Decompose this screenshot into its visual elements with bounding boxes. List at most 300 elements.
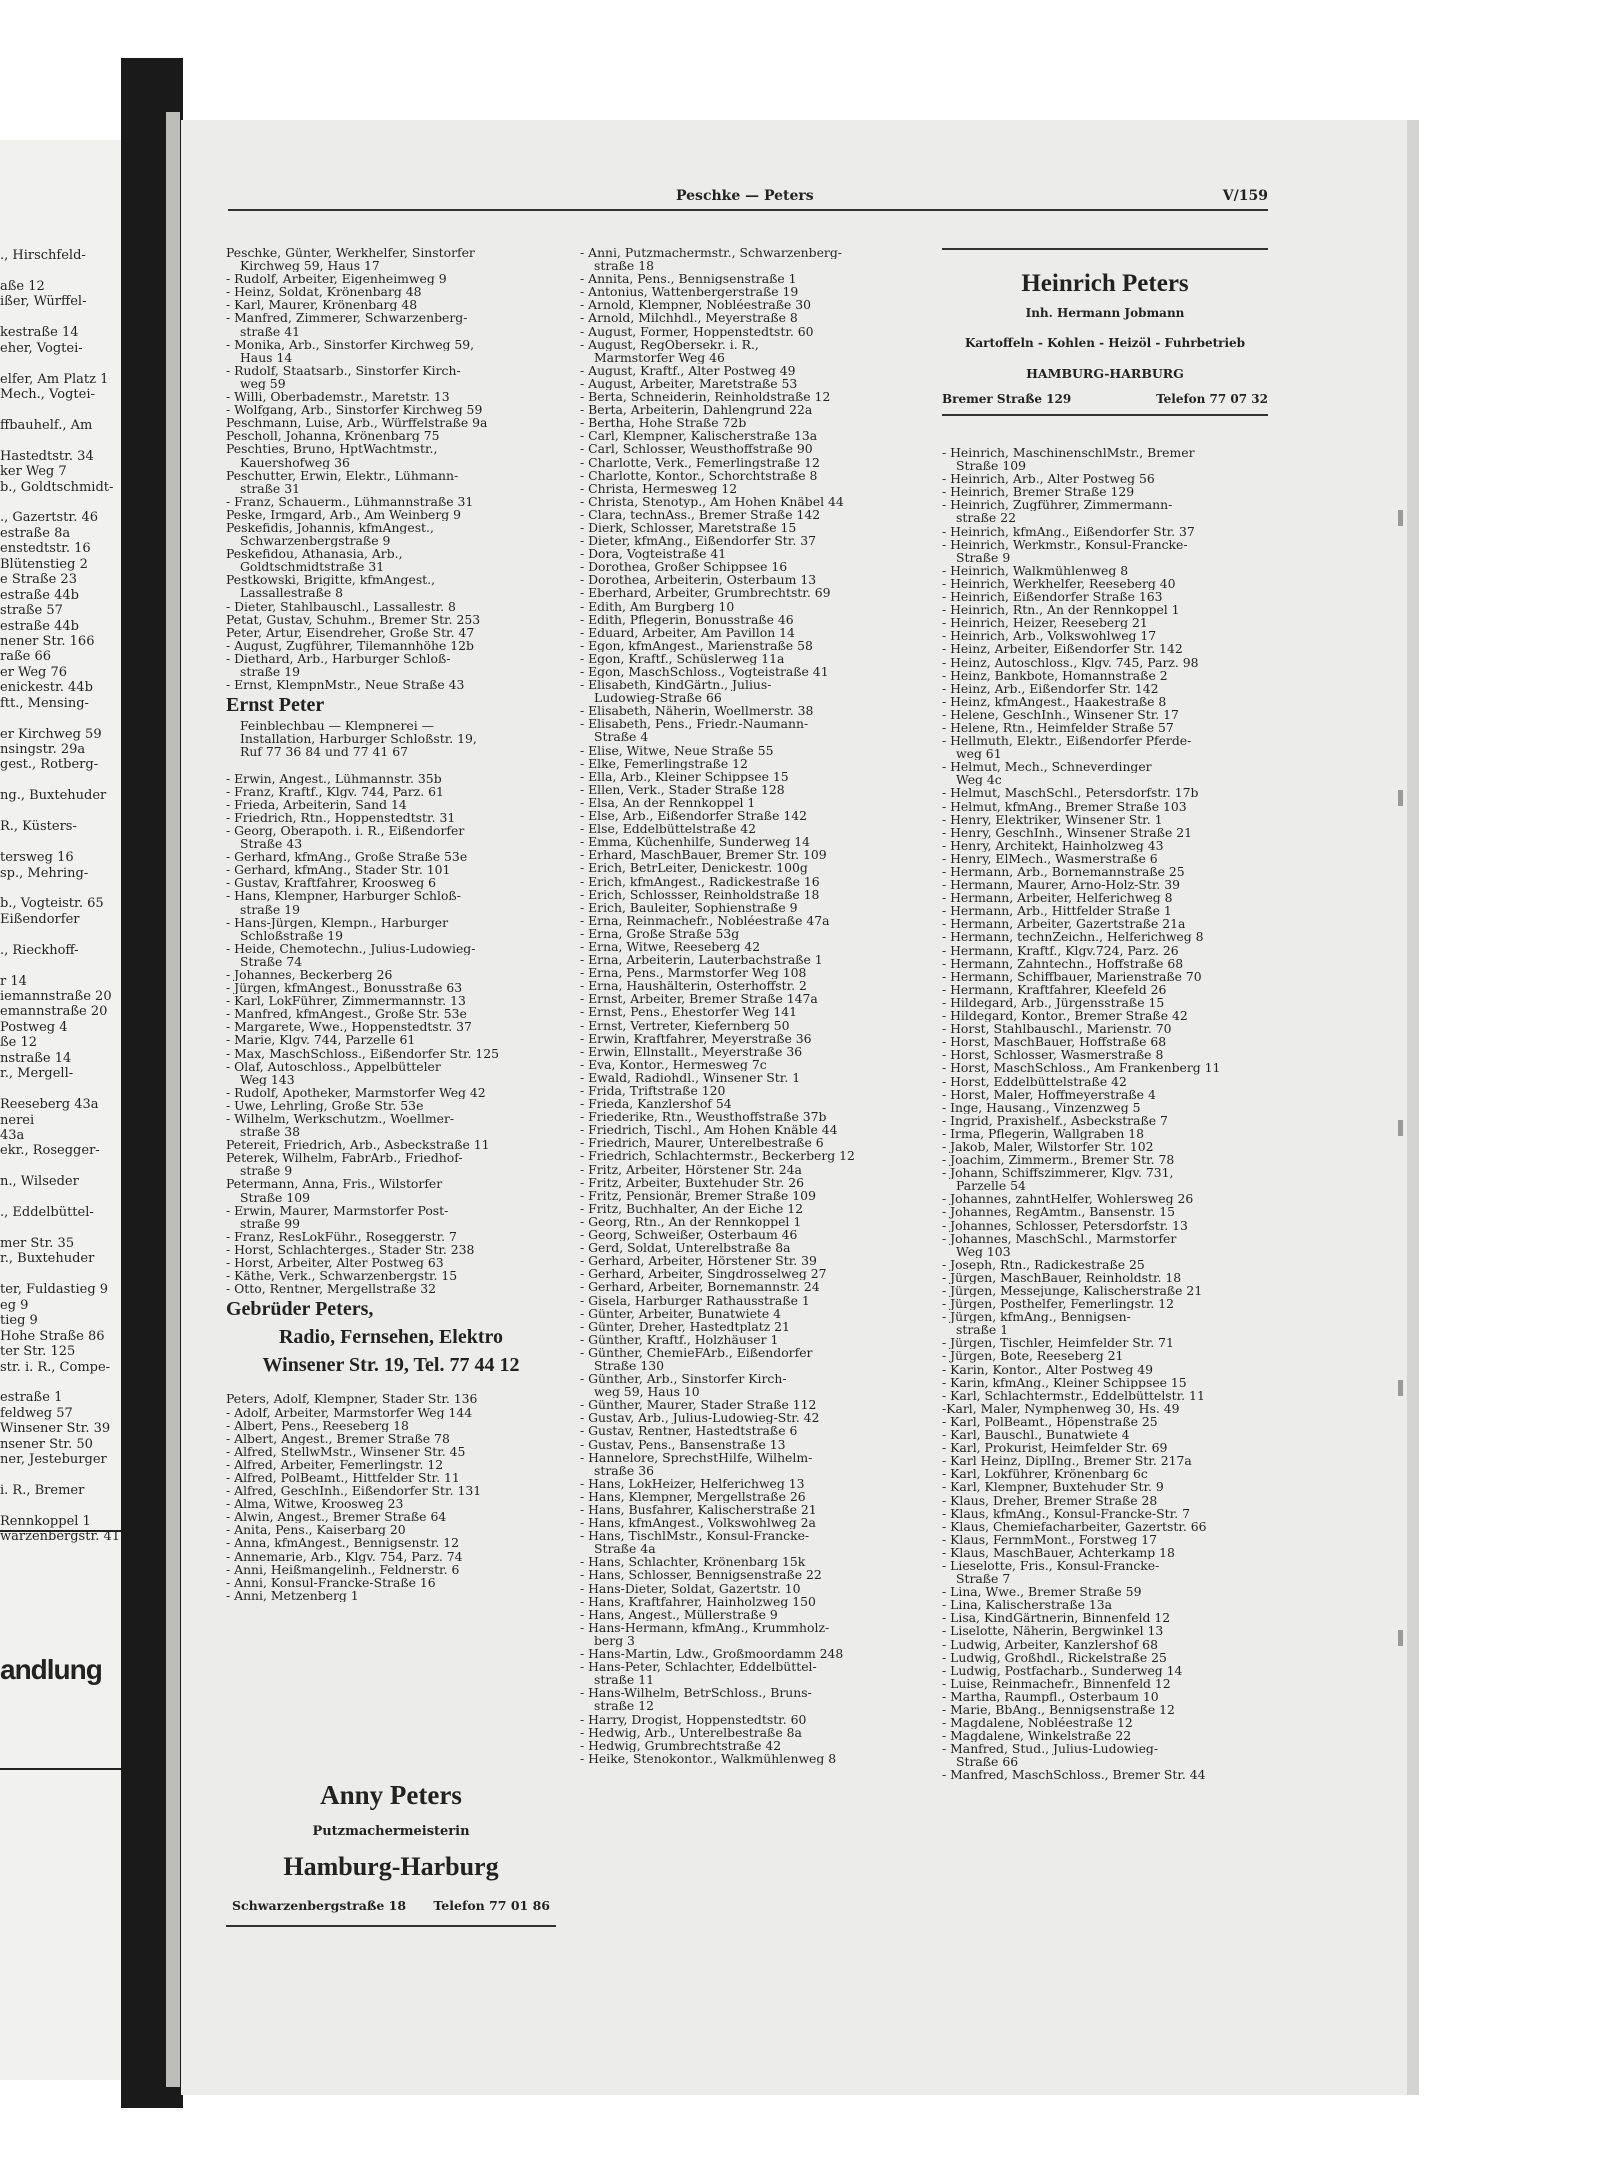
directory-entry: - Adolf, Arbeiter, Marmstorfer Weg 144 [226, 1405, 473, 1419]
previous-page-line: straße 57 [0, 603, 63, 619]
directory-entry: - Irma, Pflegerin, Wallgraben 18 [942, 1126, 1145, 1140]
directory-entry: - Henry, ElMech., Wasmerstraße 6 [942, 851, 1158, 865]
directory-entry: - Egon, MaschSchloss., Vogteistraße 41 [580, 665, 829, 679]
directory-entry: - Hermann, Kraftfahrer, Kleefeld 26 [942, 982, 1167, 996]
previous-page-line: eg 9 [0, 1297, 29, 1313]
ad-anny-rule [226, 1925, 556, 1927]
directory-entry: - Karl, Klempner, Buxtehuder Str. 9 [942, 1480, 1164, 1494]
directory-entry: - Erich, kfmAngest., Radickestraße 16 [580, 874, 820, 888]
directory-entry: Weg 143 [240, 1072, 295, 1086]
directory-entry: - Ernst, Vertreter, Kiefernberg 50 [580, 1018, 790, 1032]
previous-page-line: enickestr. 44b [0, 680, 93, 696]
directory-entry: - Heike, Stenokontor., Walkmühlenweg 8 [580, 1751, 837, 1765]
directory-entry: - Carl, Klempner, Kalischerstraße 13a [580, 429, 818, 443]
directory-entry: - Hannelore, SprechstHilfe, Wilhelm- [580, 1450, 813, 1464]
directory-entry: - Hermann, technZeichn., Helferichweg 8 [942, 930, 1204, 944]
directory-entry: - Heinz, kfmAngest., Haakestraße 8 [942, 694, 1167, 708]
directory-entry: - Dorothea, Großer Schippsee 16 [580, 560, 788, 574]
previous-page-line: ., Rieckhoff- [0, 942, 79, 958]
directory-entry: Peschutter, Erwin, Elektr., Lühmann- [226, 468, 459, 482]
book-gutter-edge [166, 112, 180, 2087]
directory-entry: - Manfred, MaschSchloss., Bremer Str. 44 [942, 1768, 1206, 1782]
directory-entry: - Frieda, Arbeiterin, Sand 14 [226, 797, 407, 811]
directory-entry: - Hans, TischlMstr., Konsul-Francke- [580, 1529, 810, 1543]
directory-entry: Peskefidis, Johannis, kfmAngest., [226, 520, 434, 535]
directory-entry: - Hermann, Arb., Bornemannstraße 25 [942, 865, 1185, 879]
directory-entry: - Frieda, Kanzlershof 54 [580, 1097, 732, 1111]
ad-peters-owner: Inh. Hermann Jobmann [1025, 306, 1185, 320]
directory-entry: - Anita, Pens., Kaiserbarg 20 [226, 1523, 406, 1537]
previous-page-line: enstedtstr. 16 [0, 541, 91, 557]
directory-entry: - Henry, Elektriker, Winsener Str. 1 [942, 812, 1163, 826]
directory-entry: Petermann, Anna, Fris., Wilstorfer [226, 1177, 443, 1191]
directory-entry: Straße 4a [594, 1542, 656, 1556]
ad-anny-phone: Telefon 77 01 86 [433, 1898, 550, 1913]
directory-entry: - Berta, Schneiderin, Reinholdstraße 12 [580, 390, 831, 404]
directory-entry: - Gerd, Soldat, Unterelbstraße 8a [580, 1241, 791, 1255]
directory-entry: - Elsa, An der Rennkoppel 1 [580, 795, 756, 810]
directory-entry: - Hermann, Maurer, Arno-Holz-Str. 39 [942, 878, 1181, 892]
directory-entry: - Georg, Schweißer, Osterbaum 46 [580, 1228, 798, 1242]
directory-entry: - Manfred, Stud., Julius-Ludowieg- [942, 1742, 1159, 1756]
directory-entry: - Heinrich, Werkmstr., Konsul-Francke- [942, 537, 1188, 551]
previous-page-line: ., Hirschfeld- [0, 248, 86, 263]
directory-entry: - Rudolf, Arbeiter, Eigenheimweg 9 [226, 272, 447, 286]
directory-entry: - Heinrich, kfmAng., Eißendorfer Str. 37 [942, 524, 1195, 538]
directory-entry: - Alfred, PolBeamt., Hittfelder Str. 11 [226, 1470, 460, 1485]
ad-peters-phone: Telefon 77 07 32 [1156, 392, 1268, 406]
directory-entry: - Franz, ResLokFühr., Roseggerstr. 7 [226, 1229, 457, 1243]
directory-entry: straße 41 [240, 324, 300, 338]
directory-entry: - Else, Eddelbüttelstraße 42 [580, 822, 757, 836]
directory-entry: - Erwin, Ellnstallt., Meyerstraße 36 [580, 1044, 803, 1058]
directory-entry: straße 12 [594, 1699, 654, 1713]
directory-entry: - Hans, LokHeizer, Helferichweg 13 [580, 1476, 805, 1490]
directory-entry: - Heinrich, Rtn., An der Rennkoppel 1 [942, 603, 1180, 617]
directory-entry: - Helene, GeschInh., Winsener Str. 17 [942, 707, 1179, 721]
directory-entry: - Manfred, Zimmerer, Schwarzenberg- [226, 311, 468, 325]
directory-entry: straße 11 [594, 1673, 654, 1687]
directory-entry: Peskefidou, Athanasia, Arb., [226, 547, 403, 561]
directory-entry: - Lisa, KindGärtnerin, Binnenfeld 12 [942, 1611, 1171, 1625]
directory-entry: - Hans, Kraftfahrer, Hainholzweg 150 [580, 1594, 816, 1608]
previous-page-line: estraße 44b [0, 618, 79, 634]
previous-page-line: ekr., Rosegger- [0, 1143, 100, 1159]
directory-entry: - Anna, kfmAngest., Bennigsenstr. 12 [226, 1536, 459, 1550]
previous-page-line: 43a [0, 1127, 25, 1143]
directory-entry: - Horst, Schlosser, Wasmerstraße 8 [942, 1048, 1164, 1062]
directory-entry: - Heinrich, Zugführer, Zimmermann- [942, 498, 1173, 512]
directory-entry: - Else, Arb., Eißendorfer Straße 142 [580, 809, 807, 823]
directory-entry: - Annemarie, Arb., Klgv. 754, Parz. 74 [226, 1549, 463, 1563]
directory-entry: - Anni, Konsul-Francke-Straße 16 [226, 1575, 436, 1589]
previous-page-line: feldweg 57 [0, 1405, 73, 1421]
directory-entry: - Hans-Jürgen, Klempn., Harburger [226, 915, 449, 929]
directory-entry: - Hans-Martin, Ldw., Großmoordamm 248 [580, 1647, 844, 1661]
directory-entry: straße 19 [240, 665, 300, 679]
previous-page-line: Postweg 4 [0, 1019, 68, 1035]
previous-page-line: Hohe Straße 86 [0, 1328, 105, 1344]
directory-entry: - Liselotte, Näherin, Bergwinkel 13 [942, 1624, 1164, 1638]
directory-entry: - Elke, Femerlingstraße 12 [580, 756, 748, 770]
directory-entry: Goldtschmidtstraße 31 [240, 560, 385, 574]
directory-entry: - Hans-Peter, Schlachter, Eddelbüttel- [580, 1660, 817, 1674]
directory-entry: Straße 109 [240, 1190, 310, 1204]
directory-entry: - Franz, Kraftf., Klgv. 744, Parz. 61 [226, 784, 444, 798]
ad-anny-address: Schwarzenbergstraße 18 [232, 1898, 407, 1913]
previous-page-line: tieg 9 [0, 1313, 38, 1329]
directory-entry: - Fritz, Arbeiter, Hörstener Str. 24a [580, 1162, 802, 1176]
directory-entry: - Jürgen, Posthelfer, Femerlingstr. 12 [942, 1297, 1175, 1311]
previous-page-line: er Weg 76 [0, 664, 68, 680]
directory-entry: - Karl, Prokurist, Heimfelder Str. 69 [942, 1441, 1168, 1455]
directory-entry: Marmstorfer Weg 46 [594, 350, 725, 364]
directory-entry: Schloßstraße 19 [240, 928, 344, 942]
directory-entry: - Ellen, Verk., Stader Straße 128 [580, 782, 785, 796]
previous-page-line: ftt., Mensing- [0, 695, 89, 711]
directory-entry: - August, RegObersekr. i. R., [580, 337, 759, 351]
directory-entry: - Helmut, kfmAng., Bremer Straße 103 [942, 799, 1187, 813]
previous-page-line: n., Wilseder [0, 1174, 79, 1190]
directory-entry: - Dieter, kfmAng., Eißendorfer Str. 37 [580, 534, 816, 548]
directory-entry: - Elisabeth, KindGärtn., Julius- [580, 678, 772, 692]
directory-entry: Kirchweg 59, Haus 17 [240, 259, 380, 273]
directory-entry: weg 59 [240, 376, 286, 391]
ad-peters-top-rule [942, 248, 1268, 250]
directory-entry: - Heinrich, Heizer, Reeseberg 21 [942, 616, 1148, 630]
directory-entry: Straße 109 [956, 459, 1026, 473]
previous-page-line: Reeseberg 43a [0, 1097, 99, 1113]
previous-page-line: gest., Rotberg- [0, 757, 99, 773]
previous-page-line: b., Vogteistr. 65 [0, 896, 104, 912]
page-edge-marks [1396, 400, 1406, 1900]
previous-page-line: ng., Buxtehuder [0, 788, 107, 804]
directory-entry: - Günter, Dreher, Hastedtplatz 21 [580, 1319, 790, 1333]
directory-entry: - Christa, Stenotyp., Am Hohen Knäbel 44 [580, 494, 844, 508]
directory-entry: - Horst, MaschSchloss., Am Frankenberg 11 [942, 1061, 1221, 1075]
directory-entry: - Karl, Bauschl., Bunatwiete 4 [942, 1428, 1130, 1442]
directory-entry: Straße 66 [956, 1755, 1019, 1769]
directory-entry: - Henry, GeschInh., Winsener Straße 21 [942, 825, 1192, 839]
previous-page-line: kestraße 14 [0, 325, 79, 341]
directory-entry: - Hedwig, Arb., Unterelbestraße 8a [580, 1725, 802, 1739]
directory-entry: - Käthe, Verk., Schwarzenbergstr. 15 [226, 1269, 458, 1283]
directory-entry: - Eberhard, Arbeiter, Grumbrechtstr. 69 [580, 586, 831, 600]
previous-page-line: warzenbergstr. 41 [0, 1529, 121, 1545]
directory-entry: - Gerhard, Arbeiter, Singdrosselweg 27 [580, 1267, 827, 1281]
directory-entry: - Klaus, Chemiefacharbeiter, Gazertstr. 66 [942, 1519, 1207, 1533]
directory-entry: - Erwin, Maurer, Marmstorfer Post- [226, 1203, 449, 1217]
directory-entry: - Erwin, Angest., Lühmannstr. 35b [226, 771, 442, 785]
directory-entry: - Klaus, MaschBauer, Achterkamp 18 [942, 1545, 1175, 1559]
directory-entry: - Helmut, Mech., Schneverdinger [942, 760, 1152, 774]
directory-entry: - Hildegard, Kontor., Bremer Straße 42 [942, 1009, 1188, 1023]
previous-page-line: estraße 1 [0, 1390, 63, 1406]
directory-entry: - Gerhard, Arbeiter, Hörstener Str. 39 [580, 1254, 817, 1268]
directory-entry: - Johannes, Beckerberg 26 [226, 967, 393, 982]
directory-entry: - Gerhard, kfmAng., Stader Str. 101 [226, 863, 451, 877]
directory-entry: - Monika, Arb., Sinstorfer Kirchweg 59, [226, 337, 475, 351]
column-2 [580, 246, 920, 1765]
previous-page-line: nsener Str. 50 [0, 1436, 93, 1452]
previous-page-line: R., Küsters- [0, 819, 77, 835]
previous-page-line: elfer, Am Platz 1 [0, 371, 109, 387]
directory-entry: - Alfred, Arbeiter, Femerlingstr. 12 [226, 1457, 444, 1471]
directory-entry: - Erna, Haushälterin, Osterhoffstr. 2 [580, 979, 807, 993]
directory-entry: - Harry, Drogist, Hoppenstedtstr. 60 [580, 1712, 807, 1726]
directory-entry: - Hermann, Kraftf., Klgv.724, Parz. 26 [942, 943, 1179, 957]
directory-entry: - Ernst, Arbeiter, Bremer Straße 147a [580, 992, 818, 1006]
directory-entry: - Christa, Hermesweg 12 [580, 481, 738, 495]
directory-entry: Peschmann, Luise, Arb., Würffelstraße 9a [226, 416, 488, 430]
directory-entry: - Hans-Dieter, Soldat, Gazertstr. 10 [580, 1581, 801, 1595]
directory-entry: - Hans-Wilhelm, BetrSchloss., Bruns- [580, 1686, 812, 1700]
ad-peters-address: Bremer Straße 129 [942, 392, 1072, 406]
directory-entry: Straße 130 [594, 1358, 664, 1373]
directory-entry: - Manfred, kfmAngest., Große Str. 53e [226, 1007, 467, 1021]
directory-entry: - Gerhard, kfmAng., Große Straße 53e [226, 850, 468, 864]
directory-entry: - Gustav, Pens., Bansenstraße 13 [580, 1437, 786, 1451]
directory-entry: - Anni, Putzmachermstr., Schwarzenberg- [580, 246, 842, 260]
directory-entry: Weg 103 [956, 1244, 1011, 1258]
directory-entry: - Karl, Schlachtermstr., Eddelbüttelstr. 11 [942, 1388, 1205, 1402]
directory-entry: - Eva, Kontor., Hermesweg 7c [580, 1057, 767, 1071]
directory-entry: - Erna, Reinmachefr., Nobléestraße 47a [580, 913, 830, 927]
previous-page-line: r., Mergell- [0, 1066, 74, 1082]
section-heading: Ernst Peter [226, 694, 325, 717]
directory-entry: - Johannes, MaschSchl., Marmstorfer [942, 1231, 1177, 1245]
directory-entry: - Horst, Arbeiter, Alter Postweg 63 [226, 1256, 444, 1270]
directory-entry: - Hans, Angest., Müllerstraße 9 [580, 1607, 778, 1621]
directory-entry: - Jakob, Maler, Wilstorfer Str. 102 [942, 1139, 1154, 1154]
directory-entry: - Erwin, Kraftfahrer, Meyerstraße 36 [580, 1031, 812, 1045]
directory-entry: - Heinrich, Werkhelfer, Reeseberg 40 [942, 576, 1176, 591]
previous-page-line: r 14 [0, 973, 27, 989]
previous-page-line: r., Buxtehuder [0, 1251, 95, 1267]
directory-entry: Peske, Irmgard, Arb., Am Weinberg 9 [226, 507, 462, 521]
column-3 [942, 446, 1272, 1782]
directory-entry: straße 1 [956, 1323, 1009, 1337]
directory-entry: - Elise, Witwe, Neue Straße 55 [580, 743, 774, 757]
ad-anny-peters [226, 1770, 556, 1935]
previous-page-line: str. i. R., Compe- [0, 1359, 111, 1375]
previous-page-line: e Straße 23 [0, 572, 77, 588]
directory-entry: - Dora, Vogteistraße 41 [580, 547, 727, 561]
directory-entry: - Gustav, Arb., Julius-Ludowieg-Str. 42 [580, 1411, 820, 1425]
directory-entry: - Dierk, Schlosser, Maretstraße 15 [580, 520, 797, 535]
previous-page-line: nstraße 14 [0, 1050, 72, 1066]
directory-entry: - Lina, Wwe., Bremer Straße 59 [942, 1585, 1142, 1599]
directory-entry: - Gustav, Rentner, Hastedtstraße 6 [580, 1424, 798, 1438]
directory-entry: - Johann, Schiffszimmerer, Klgv. 731, [942, 1166, 1174, 1180]
directory-entry: - Erna, Witwe, Reeseberg 42 [580, 939, 761, 954]
directory-entry: Straße 74 [240, 954, 303, 968]
directory-entry: - Johannes, Schlosser, Petersdorfstr. 13 [942, 1218, 1188, 1232]
directory-entry: straße 36 [594, 1463, 654, 1477]
directory-entry: - Jürgen, Bote, Reeseberg 21 [942, 1349, 1124, 1363]
directory-entry: - Alwin, Angest., Bremer Straße 64 [226, 1510, 447, 1524]
directory-entry: - Uwe, Lehrling, Große Str. 53e [226, 1098, 424, 1112]
directory-entry: - Gustav, Kraftfahrer, Kroosweg 6 [226, 876, 437, 890]
directory-entry [226, 758, 556, 771]
directory-entry: - Fritz, Buchhalter, An der Eiche 12 [580, 1201, 804, 1215]
directory-entry: - Hermann, Arbeiter, Gazertstraße 21a [942, 917, 1186, 931]
directory-entry: - Edith, Pflegerin, Bonusstraße 46 [580, 612, 794, 626]
directory-entry: - Magdalene, Nobléestraße 12 [942, 1716, 1133, 1730]
previous-page-line: nsingstr. 29a [0, 742, 86, 757]
directory-entry: - Horst, Maler, Hoffmeyerstraße 4 [942, 1087, 1156, 1101]
directory-entry: - Marie, BbAng., Bennigsenstraße 12 [942, 1703, 1175, 1717]
previous-page-line: eher, Vogtei- [0, 340, 83, 356]
previous-page-ad-box [0, 1530, 140, 1770]
directory-entry: - Friedrich, Rtn., Hoppenstedtstr. 31 [226, 810, 456, 824]
directory-entry: - Gerhard, Arbeiter, Bornemannstr. 24 [580, 1280, 820, 1294]
directory-entry: -Karl, Maler, Nymphenweg 30, Hs. 49 [942, 1401, 1180, 1415]
section-heading: Gebrüder Peters, [226, 1298, 374, 1321]
previous-page-line: raße 66 [0, 649, 52, 665]
directory-entry: - Heinrich, Bremer Straße 129 [942, 485, 1135, 499]
directory-entry: Peter, Artur, Eisendreher, Große Str. 47 [226, 625, 475, 639]
previous-page-line: Winsener Str. 39 [0, 1421, 111, 1437]
directory-entry: - Egon, Kraftf., Schüslerweg 11a [580, 651, 785, 665]
previous-page-line: ., Gazertstr. 46 [0, 510, 99, 526]
directory-entry: straße 99 [240, 1216, 300, 1230]
directory-entry: - Ingrid, Praxishelf., Asbeckstraße 7 [942, 1113, 1168, 1127]
directory-entry: - Alma, Witwe, Kroosweg 23 [226, 1497, 404, 1511]
directory-entry: - Günther, Maurer, Stader Straße 112 [580, 1398, 817, 1412]
directory-entry: Petereit, Friedrich, Arb., Asbeckstraße 11 [226, 1138, 490, 1152]
previous-page-line: ißer, Würffel- [0, 294, 87, 310]
ad-heinrich-peters [942, 248, 1268, 413]
directory-entry: - Ewald, Radiohdl., Winsener Str. 1 [580, 1070, 801, 1084]
ad-peters-bottom-rule [942, 414, 1268, 416]
directory-entry: - Karl, Maurer, Krönenbarg 48 [226, 298, 418, 312]
directory-entry: - Diethard, Arb., Harburger Schloß- [226, 651, 451, 665]
directory-entry: - Elisabeth, Pens., Friedr.-Naumann- [580, 717, 809, 731]
directory-entry: - Henry, Architekt, Hainholzweg 43 [942, 838, 1164, 852]
previous-page-line: ., Eddelbüttel- [0, 1205, 94, 1221]
directory-entry: Pescholl, Johanna, Krönenbarg 75 [226, 429, 440, 443]
previous-page-line: Rennkoppel 1 [0, 1513, 91, 1529]
directory-entry: - Erich, Schlossser, Reinholdstraße 18 [580, 887, 820, 901]
directory-entry: - Hellmuth, Elektr., Eißendorfer Pferde- [942, 734, 1192, 748]
directory-entry: - Elisabeth, Näherin, Woellmerstr. 38 [580, 704, 814, 718]
directory-entry: - Erna, Pens., Marmstorfer Weg 108 [580, 966, 807, 980]
directory-entry: - Lieselotte, Fris., Konsul-Francke- [942, 1558, 1160, 1573]
directory-entry: - Luise, Reinmachefr., Binnenfeld 12 [942, 1676, 1171, 1690]
directory-entry: - Heinz, Arb., Eißendorfer Str. 142 [942, 681, 1159, 695]
directory-entry: - Bertha, Hohe Straße 72b [580, 416, 747, 430]
ad-peters-business: Kartoffeln - Kohlen - Heizöl - Fuhrbetrieb [964, 336, 1246, 350]
previous-page-line: estraße 8a [0, 525, 71, 541]
previous-page-line: b., Goldtschmidt- [0, 479, 114, 495]
previous-page-line: Hastedtstr. 34 [0, 448, 94, 464]
previous-page-ad-text: andlung [0, 1654, 102, 1685]
previous-page-line: iemannstraße 20 [0, 989, 112, 1004]
directory-entry: - Hans, Schlachter, Krönenbarg 15k [580, 1555, 806, 1569]
header-rule [228, 209, 1268, 211]
directory-entry: - Rudolf, Apotheker, Marmstorfer Weg 42 [226, 1085, 486, 1099]
directory-entry: Ludowieg-Straße 66 [594, 691, 722, 705]
directory-entry: - Erich, BetrLeiter, Denickestr. 100g [580, 861, 808, 875]
directory-entry: - Erhard, MaschBauer, Bremer Str. 109 [580, 848, 827, 862]
directory-entry: - Erich, Bauleiter, Sophienstraße 9 [580, 900, 798, 914]
directory-entry: - Egon, kfmAngest., Marienstraße 58 [580, 638, 813, 652]
directory-entry: Straße 7 [956, 1572, 1011, 1586]
directory-entry: straße 18 [594, 259, 654, 273]
directory-entry: - Hildegard, Arb., Jürgensstraße 15 [942, 995, 1165, 1010]
directory-entry: - Heinrich, Eißendorfer Straße 163 [942, 590, 1163, 604]
directory-entry: Weg 4c [956, 773, 1002, 787]
directory-entry: - August, Arbeiter, Maretstraße 53 [580, 376, 798, 391]
directory-entry: Ruf 77 36 84 und 77 41 67 [240, 745, 408, 759]
directory-entry: - Edith, Am Burgberg 10 [580, 599, 735, 613]
directory-entry: - Hans, kfmAngest., Volkswohlweg 2a [580, 1516, 816, 1530]
directory-entry: - Marie, Klgv. 744, Parzelle 61 [226, 1033, 416, 1047]
directory-entry: Kauershofweg 36 [240, 455, 350, 469]
directory-entry: - August, Kraftf., Alter Postweg 49 [580, 363, 796, 377]
directory-entry: - Horst, Stahlbauschl., Marienstr. 70 [942, 1022, 1172, 1036]
directory-entry: - Klaus, Dreher, Bremer Straße 28 [942, 1493, 1158, 1507]
directory-entry: - Heinz, Soldat, Krönenbarg 48 [226, 285, 422, 299]
directory-entry: - Berta, Arbeiterin, Dahlengrund 22a [580, 403, 813, 417]
directory-entry: - Olaf, Autoschloss., Appelbütteler [226, 1059, 441, 1073]
directory-entry: - Helene, Rtn., Heimfelder Straße 57 [942, 720, 1174, 735]
directory-entry: - Rudolf, Staatsarb., Sinstorfer Kirch- [226, 363, 461, 377]
directory-entry: - Magdalene, Winkelstraße 22 [942, 1729, 1132, 1743]
directory-entry: - Albert, Pens., Reeseberg 18 [226, 1418, 409, 1432]
directory-entry: Haus 14 [240, 350, 293, 364]
directory-entry: - Johannes, RegAmtm., Bansenstr. 15 [942, 1205, 1175, 1219]
directory-entry: - Günther, Arb., Sinstorfer Kirch- [580, 1372, 787, 1386]
directory-entry: - Hans-Hermann, kfmAng., Krummholz- [580, 1620, 830, 1634]
directory-entry: - Fritz, Pensionär, Bremer Straße 109 [580, 1188, 816, 1202]
directory-entry: - Georg, Oberapoth. i. R., Eißendorfer [226, 823, 465, 838]
previous-page-line: Eißendorfer [0, 911, 80, 927]
directory-entry: - Hans, Klempner, Mergellstraße 26 [580, 1489, 806, 1503]
directory-entry: - Heinz, Arbeiter, Eißendorfer Str. 142 [942, 642, 1183, 656]
directory-entry: straße 31 [240, 481, 300, 495]
directory-entry: - Karl, Lokführer, Krönenbarg 6c [942, 1467, 1148, 1481]
column-1 [226, 246, 556, 1602]
directory-entry: - Anni, Heißmangelinh., Feldnerstr. 6 [226, 1562, 460, 1576]
directory-entry: - Lina, Kalischerstraße 13a [942, 1598, 1113, 1612]
directory-entry: - Otto, Rentner, Mergellstraße 32 [226, 1282, 437, 1296]
directory-entry: - Wilhelm, Werkschutzm., Woellmer- [226, 1112, 455, 1126]
directory-entry: straße 19 [240, 902, 300, 916]
directory-entry: - Hermann, Arb., Hittfelder Straße 1 [942, 904, 1172, 918]
directory-entry: - August, Former, Hoppenstedtstr. 60 [580, 324, 814, 338]
page-header-title: Peschke — Peters [676, 188, 814, 204]
directory-entry: - Albert, Angest., Bremer Straße 78 [226, 1431, 450, 1445]
previous-page-line: nerei [0, 1112, 35, 1128]
previous-page-line: ter, Fuldastieg 9 [0, 1282, 109, 1298]
directory-entry: - Gisela, Harburger Rathausstraße 1 [580, 1293, 810, 1307]
directory-entry: - Friederike, Rtn., Weusthoffstraße 37b [580, 1110, 827, 1124]
directory-entry: straße 22 [956, 511, 1016, 525]
directory-entry: - Ella, Arb., Kleiner Schippsee 15 [580, 769, 789, 783]
directory-entry: Installation, Harburger Schloßstr. 19, [240, 732, 477, 746]
previous-page-line: er Kirchweg 59 [0, 726, 102, 742]
ad-anny-city: Hamburg-Harburg [283, 1852, 499, 1881]
directory-entry: - Günther, Kraftf., Holzhäuser 1 [580, 1332, 779, 1346]
directory-entry: - Jürgen, kfmAngest., Bonusstraße 63 [226, 981, 463, 995]
directory-entry: - Ernst, Pens., Ehestorfer Weg 141 [580, 1005, 797, 1019]
directory-entry: Peters, Adolf, Klempner, Stader Str. 136 [226, 1392, 478, 1406]
page-right-edge [1407, 120, 1419, 2095]
previous-page-line: Mech., Vogtei- [0, 386, 95, 402]
directory-entry: - Arnold, Klempner, Nobléestraße 30 [580, 298, 812, 312]
